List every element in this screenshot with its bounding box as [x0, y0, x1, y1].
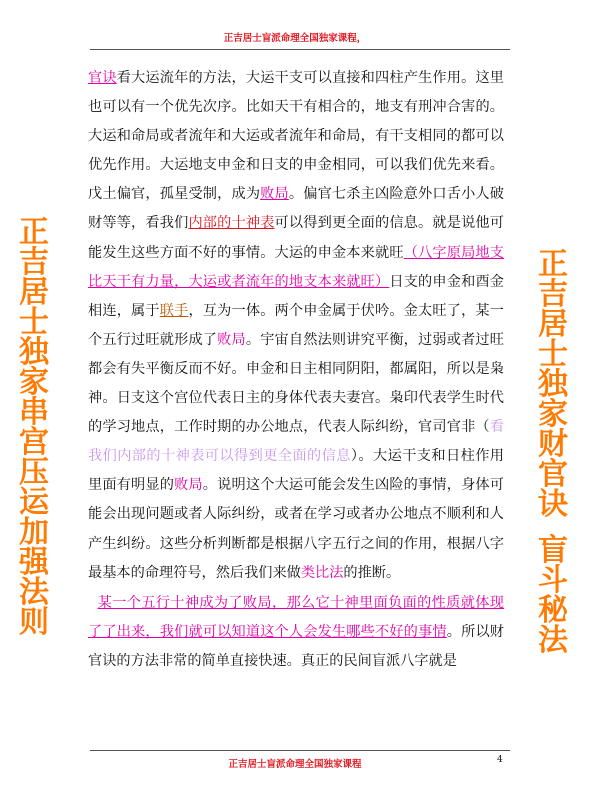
term-link-baiju[interactable]: 败局: [242, 594, 272, 611]
banner-char: 强: [19, 545, 49, 580]
text-segment: 日支的申金和酉金相连，属于: [88, 273, 504, 319]
term-link-shishen-table[interactable]: 内部的十神表: [188, 215, 275, 232]
banner-char: 家: [538, 397, 568, 432]
banner-char: 吉: [538, 277, 568, 312]
paragraph-2: [88, 589, 504, 676]
banner-char: 官: [538, 457, 568, 492]
banner-char: 家: [19, 365, 49, 400]
banner-char: 秘: [538, 593, 568, 628]
term-baiju: 败局: [174, 477, 203, 494]
text-segment: 。说明这个大运可能会发生凶险的事情，身体可能会出现问题或者人际纠纷，或者在学习或者办公地点不顺利和人产生纠纷。这些分析判断都是根据八字五行之间的作用，根据八字最基本的命理符号，然后我们来做: [88, 477, 504, 581]
banner-char: 居: [538, 307, 568, 342]
banner-char: 居: [19, 275, 49, 310]
text-segment: 。宇宙自然法则讲究平衡，过弱或者过旺都会有失平衡反而不好。申金和日主相同阴阳，都属阳，所以是枭神。日支这个宫位代表日主的身体代表夫妻宫。枭印代表学生时代的学习地点，工作时期的办公地点，代表人际纠纷，官司官非（: [88, 331, 504, 436]
page-header: 正吉居士盲派命理全国独家课程，: [223, 33, 367, 44]
banner-char: 正: [538, 247, 568, 282]
term-link-baiju[interactable]: 败局: [260, 186, 289, 203]
highlight-link-2[interactable]: ，那么它十神里面负面的性质就体现了了出来，我们就可以知道这个人会发生哪些不好的事情: [88, 594, 504, 640]
banner-char: 诀: [538, 487, 568, 522]
banner-char: 士: [19, 305, 49, 340]
text-segment: 的推断。: [343, 564, 401, 581]
banner-char: 法: [538, 623, 568, 658]
banner-char: 吉: [19, 245, 49, 280]
text-segment: 。偏官七杀主凶险意外口舌小人破财等等，看我们: [88, 186, 504, 232]
banner-char: 士: [538, 337, 568, 372]
term-link-lianshou[interactable]: 联手: [159, 302, 189, 319]
footer-divider: [90, 750, 510, 751]
term-leibifa: 类比法: [300, 564, 344, 581]
banner-char: 法: [19, 575, 49, 610]
term-baiju: 败局: [217, 331, 246, 348]
banner-char: 财: [538, 427, 568, 462]
paragraph-1: [88, 64, 504, 588]
highlight-link-1[interactable]: 某一个五行十神成为了: [97, 594, 243, 611]
text-segment: 可以得到更全面的信息。就是说他可能发生这些方面不好的事情。大运的申金本来就旺: [88, 215, 504, 261]
note-link-dizhi[interactable]: （八字原局地支比天干有力量，大运或者流年的地支本来就旺）: [88, 244, 504, 290]
banner-char: 运: [19, 485, 49, 520]
text-segment: 。所以财官诀的方法非常的简单直接快速。真正的民间盲派八字就是: [88, 623, 504, 669]
term-link-guanjue[interactable]: 官诀: [88, 70, 117, 86]
page-footer: 正吉居士盲派命理全国独家课程: [228, 759, 362, 770]
banner-char: 独: [19, 335, 49, 370]
banner-char: 独: [538, 367, 568, 402]
body-text: [88, 64, 504, 676]
banner-char: 斗: [538, 563, 568, 598]
banner-char: 盲: [538, 533, 568, 568]
text-segment: 看大运流年的方法，大运干支可以直接和四柱产生作用。这里也可以有一个优先次序。比如天干有相合的，地支有刑冲合害的。大运和命局或者流年和大运或者流年和命局，有干支相同的都可以优先作用。大运地支申金和日支的申金相同，可以我们优先来看。戊土偏官，孤星受制，成为: [88, 70, 504, 203]
page-number: 4: [497, 755, 503, 765]
text-segment: ，互为一体。两个申金属于伏吟。金太旺了，某一个五行过旺就形成了: [88, 302, 504, 348]
text-segment: ）。大运干支和日柱作用里面有明显的: [88, 448, 504, 494]
banner-char: 正: [19, 215, 49, 250]
side-banner-right: [533, 247, 573, 658]
banner-char: 宫: [19, 425, 49, 460]
header-divider: [90, 49, 510, 50]
banner-char: 加: [19, 515, 49, 550]
banner-char: 则: [19, 605, 49, 640]
side-banner-left: [14, 215, 54, 640]
banner-char: 串: [19, 395, 49, 430]
banner-char: 压: [19, 455, 49, 490]
note-shishen-table: 看我们内部的十神表可以得到更全面的信息: [88, 419, 504, 465]
